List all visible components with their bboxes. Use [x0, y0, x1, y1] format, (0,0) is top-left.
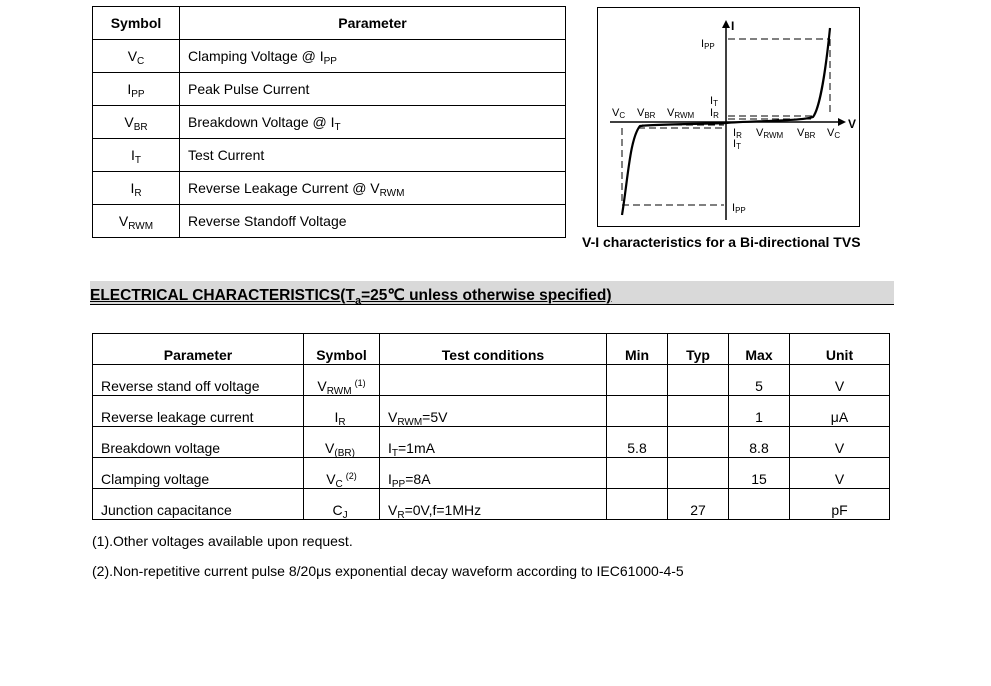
electrical-characteristics-table	[92, 333, 890, 520]
max-cell: 8.8	[729, 427, 790, 458]
parameter-cell: Junction capacitance	[93, 489, 304, 520]
test-condition-cell: $V_R=0V,f=1MHz$	[380, 489, 607, 520]
table-row	[93, 139, 566, 172]
vrwm-left-label: VRWM	[667, 107, 695, 120]
symbol-cell: $I_R$	[93, 172, 180, 205]
vi-diagram-caption: V-I characteristics for a Bi-directional TVS	[582, 234, 861, 250]
max-cell: 15	[729, 458, 790, 489]
header-symbol: Symbol	[93, 7, 180, 40]
parameter-cell: Breakdown Voltage @ $I_T$	[180, 106, 566, 139]
i-axis-arrow	[722, 20, 730, 28]
it-bottom-label: IT	[733, 138, 741, 151]
table-row	[93, 172, 566, 205]
vrwm-right-label: VRWM	[756, 127, 784, 140]
header-parameter: Parameter	[180, 7, 566, 40]
table-header-row	[93, 334, 890, 365]
symbol-cell: $V_{RWM}$	[93, 205, 180, 238]
min-cell	[607, 396, 668, 427]
table-row	[93, 40, 566, 73]
max-cell: 1	[729, 396, 790, 427]
symbol-cell: $V_C$	[93, 40, 180, 73]
symbol-cell: $V_{RWM}^{(1)}$	[304, 365, 380, 396]
symbol-cell: $V_C^{(2)}$	[304, 458, 380, 489]
symbol-table	[92, 6, 566, 238]
test-condition-cell: $I_T=1mA$	[380, 427, 607, 458]
header-min: Min	[607, 334, 668, 365]
parameter-cell: Reverse Standoff Voltage	[180, 205, 566, 238]
symbol-cell: $C_J$	[304, 489, 380, 520]
parameter-cell: Test Current	[180, 139, 566, 172]
table-row	[93, 396, 890, 427]
unit-cell: pF	[790, 489, 890, 520]
footnote-2: (2).Non-repetitive current pulse 8/20μs exponential decay waveform according to IEC61000-4-5	[92, 563, 684, 579]
table-row	[93, 106, 566, 139]
typ-cell	[668, 365, 729, 396]
typ-cell	[668, 427, 729, 458]
parameter-cell: Reverse leakage current	[93, 396, 304, 427]
unit-cell: V	[790, 427, 890, 458]
section-heading-bar	[90, 281, 894, 305]
max-cell: 5	[729, 365, 790, 396]
header-symbol: Symbol	[304, 334, 380, 365]
parameter-cell: Breakdown voltage	[93, 427, 304, 458]
typ-cell	[668, 458, 729, 489]
parameter-cell: Peak Pulse Current	[180, 73, 566, 106]
min-cell	[607, 365, 668, 396]
table-row	[93, 365, 890, 396]
vi-characteristic-diagram	[597, 7, 860, 227]
ipp-bottom-label: IPP	[732, 202, 746, 215]
table-row	[93, 73, 566, 106]
table-row	[93, 458, 890, 489]
ipp-top-label: IPP	[701, 38, 715, 51]
symbol-cell: $I_R$	[304, 396, 380, 427]
symbol-table-header	[93, 7, 566, 40]
ir-top-label: IR	[710, 107, 719, 120]
min-cell	[607, 458, 668, 489]
ir-bottom-label: IR	[733, 127, 742, 140]
v-axis-label: V	[848, 117, 857, 131]
header-unit: Unit	[790, 334, 890, 365]
v-axis-arrow	[838, 118, 846, 126]
symbol-cell: $I_{PP}$	[93, 73, 180, 106]
header-test-conditions: Test conditions	[380, 334, 607, 365]
parameter-cell: Clamping Voltage @ $I_{PP}$	[180, 40, 566, 73]
header-parameter: Parameter	[93, 334, 304, 365]
typ-cell	[668, 396, 729, 427]
parameter-cell: Reverse Leakage Current @ $V_{RWM}$	[180, 172, 566, 205]
max-cell	[729, 489, 790, 520]
vi-curve-figure	[598, 8, 859, 226]
vbr-left-label: VBR	[637, 107, 656, 120]
i-axis-label: I	[731, 19, 735, 33]
parameter-cell: Clamping voltage	[93, 458, 304, 489]
footnote-1: (1).Other voltages available upon request.	[92, 533, 353, 549]
header-max: Max	[729, 334, 790, 365]
test-condition-cell	[380, 365, 607, 396]
it-top-label: IT	[710, 95, 718, 108]
section-title: ELECTRICAL $CHARACTERISTICS(T_a=25℃$ unless otherwise specified)	[90, 287, 612, 307]
test-condition-cell: $V_{RWM}=5V$	[380, 396, 607, 427]
unit-cell: V	[790, 365, 890, 396]
symbol-cell: $I_T$	[93, 139, 180, 172]
vc-left-label: VC	[612, 107, 626, 120]
vbr-right-label: VBR	[797, 127, 816, 140]
symbol-cell: $V_{BR}$	[93, 106, 180, 139]
typ-cell: 27	[668, 489, 729, 520]
table-row	[93, 205, 566, 238]
test-condition-cell: $I_{PP}=8A$	[380, 458, 607, 489]
unit-cell: V	[790, 458, 890, 489]
unit-cell: μA	[790, 396, 890, 427]
symbol-cell: $V_{(BR)}$	[304, 427, 380, 458]
parameter-cell: Reverse stand off voltage	[93, 365, 304, 396]
header-typ: Typ	[668, 334, 729, 365]
vc-right-label: VC	[827, 127, 841, 140]
table-row	[93, 489, 890, 520]
min-cell: 5.8	[607, 427, 668, 458]
min-cell	[607, 489, 668, 520]
table-row	[93, 427, 890, 458]
